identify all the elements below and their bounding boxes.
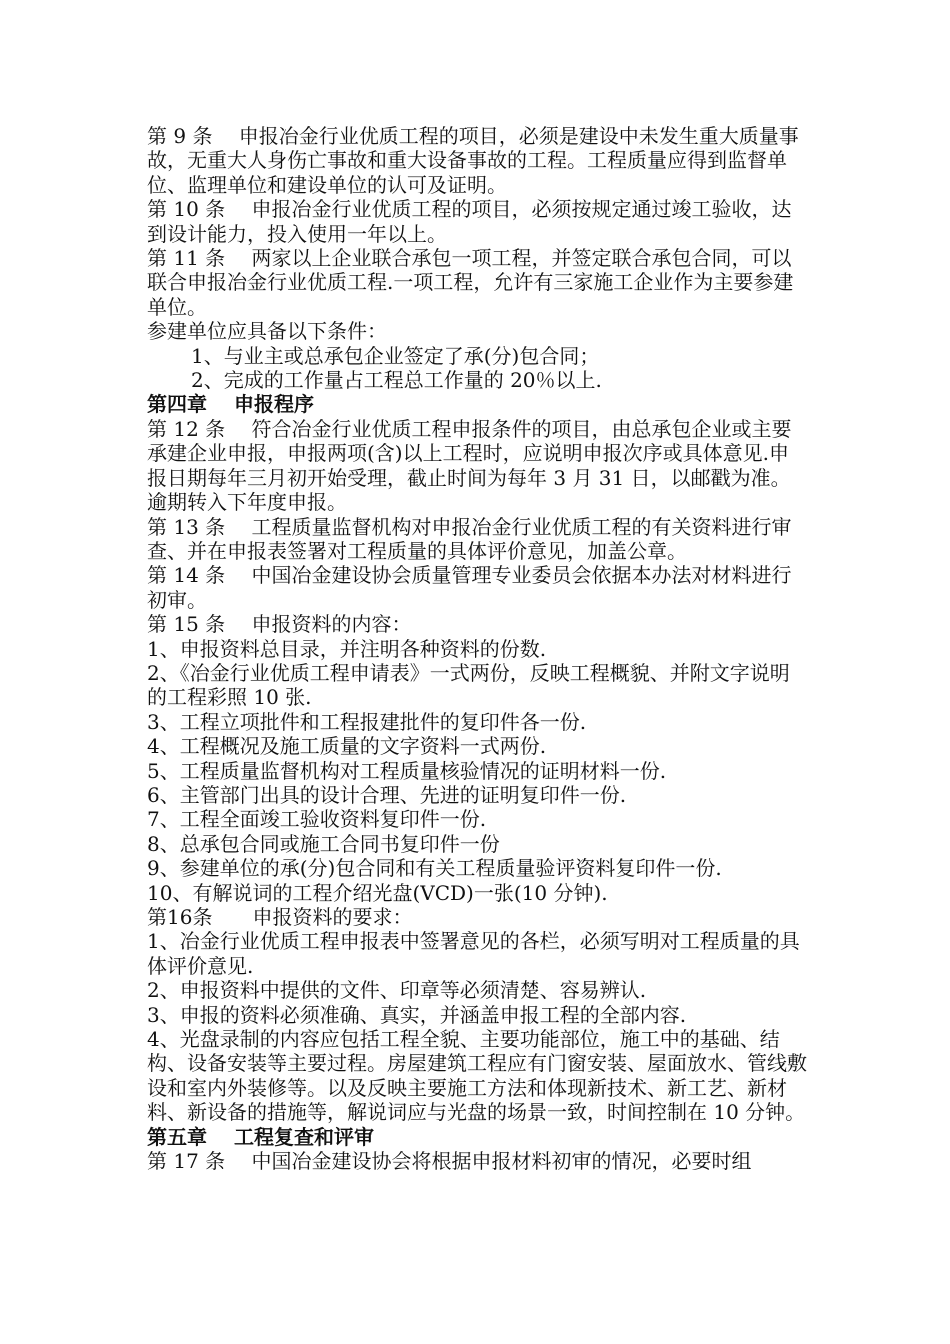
chapter-4-heading: 第四章 申报程序 <box>147 392 314 417</box>
article-15-item-6: 6、主管部门出具的设计合理、先进的证明复印件一份. <box>147 782 627 807</box>
participant-conditions-intro: 参建单位应具备以下条件： <box>147 319 387 344</box>
participant-condition-2: 2、完成的工作量占工程总工作量的 20％以上. <box>191 368 602 393</box>
article-16-paragraph: 第16条 申报资料的要求： <box>147 905 413 929</box>
article-15-item-1: 1、申报资料总目录，并注明各种资料的份数. <box>147 636 547 661</box>
article-16-item-3: 3、申报的资料必须准确、真实，并涵盖申报工程的全部内容. <box>147 1002 687 1027</box>
article-16-item-2: 2、申报资料中提供的文件、印章等必须清楚、容易辨认. <box>147 978 647 1003</box>
article-15-item-9: 9、参建单位的承(分)包合同和有关工程质量验评资料复印件一份. <box>147 856 722 881</box>
article-11-paragraph: 第 11 条 两家以上企业联合承包一项工程，并签定联合承包合同，可以联合申报冶金行业优质工程.一项工程，允许有三家施工企业作为主要参建单位。 <box>147 246 794 319</box>
article-13-paragraph: 第 13 条 工程质量监督机构对申报冶金行业优质工程的有关资料进行审查、并在申报表签署对工程质量的具体评价意见，加盖公章。 <box>147 514 792 563</box>
article-12-paragraph: 第 12 条 符合冶金行业优质工程申报条件的项目，由总承包企业或主要承建企业申报，申报两项(含)以上工程时，应说明申报次序或具体意见.申报日期每年三月初开始受理，截止时间为每年 3 月 31 日，以邮戳为准。逾期转入下年度申报。 <box>147 416 792 515</box>
article-15-item-5: 5、工程质量监督机构对工程质量核验情况的证明材料一份. <box>147 758 667 783</box>
article-16-item-1: 1、冶金行业优质工程申报表中签署意见的各栏，必须写明对工程质量的具体评价意见. <box>147 929 800 978</box>
article-15-item-3: 3、工程立项批件和工程报建批件的复印件各一份. <box>147 709 587 734</box>
article-15-item-7: 7、工程全面竣工验收资料复印件一份. <box>147 807 487 832</box>
article-15-item-4: 4、工程概况及施工质量的文字资料一式两份. <box>147 734 547 759</box>
article-16-item-4: 4、光盘录制的内容应包括工程全貌、主要功能部位，施工中的基础、结构、设备安装等主要过程。房屋建筑工程应有门窗安装、屋面放水、管线敷设和室内外装修等。以及反映主要施工方法和体现新技术、新工艺、新材料、新设备的措施等，解说词应与光盘的场景一致，时间控制在 10 分钟。 <box>147 1027 807 1125</box>
document-page <box>147 124 807 1173</box>
article-14-paragraph: 第 14 条 中国冶金建设协会质量管理专业委员会依据本办法对材料进行初审。 <box>147 563 792 612</box>
article-15-paragraph: 第 15 条 申报资料的内容： <box>147 612 412 637</box>
participant-condition-1: 1、与业主或总承包企业签定了承(分)包合同； <box>191 343 600 368</box>
article-15-item-2: 2、《冶金行业优质工程申请表》一式两份，反映工程概貌、并附文字说明的工程彩照 10 张. <box>147 660 790 710</box>
article-17-paragraph: 第 17 条 中国冶金建设协会将根据申报材料初审的情况，必要时组 <box>147 1149 752 1174</box>
article-15-item-8: 8、总承包合同或施工合同书复印件一份 <box>147 831 500 856</box>
article-10-paragraph: 第 10 条 申报冶金行业优质工程的项目，必须按规定通过竣工验收，达到设计能力，投入使用一年以上。 <box>147 197 792 246</box>
chapter-5-heading: 第五章 工程复查和评审 <box>147 1124 374 1149</box>
article-15-item-10: 10、有解说词的工程介绍光盘(VCD)一张(10 分钟). <box>147 880 608 905</box>
article-9-paragraph: 第 9 条 申报冶金行业优质工程的项目，必须是建设中未发生重大质量事故，无重大人身伤亡事故和重大设备事故的工程。工程质量应得到监督单位、监理单位和建设单位的认可及证明。 <box>147 124 799 197</box>
